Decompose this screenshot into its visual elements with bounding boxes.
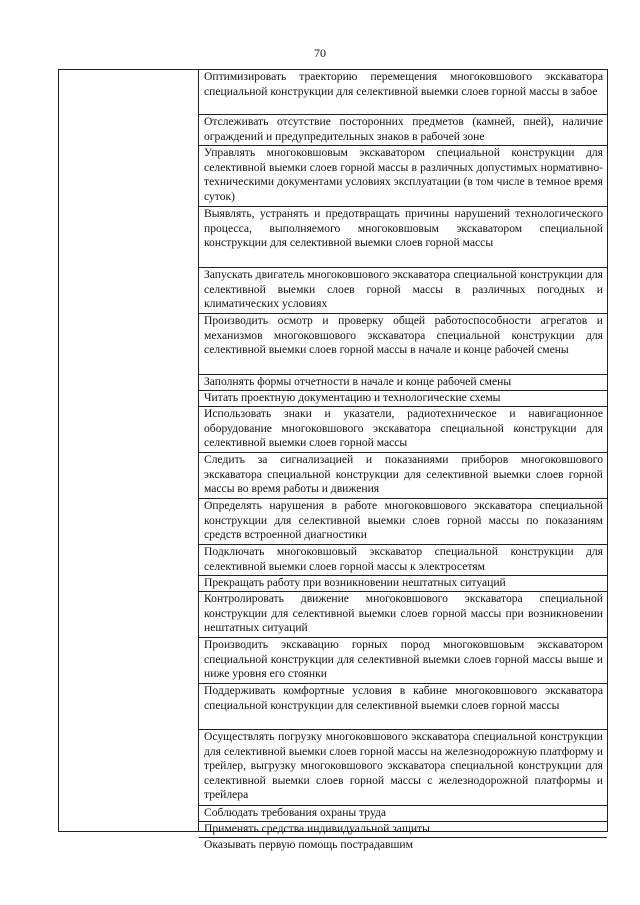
table-row: Оптимизировать траекторию перемещения многоковшового экскаватора специальной конструкции для селективной выемки слоев горной массы в забое	[199, 70, 607, 115]
table-row: Применять средства индивидуальной защиты	[199, 822, 607, 838]
table-row: Контролировать движение многоковшового экскаватора специальной конструкции для селективной выемки слоев горной массы при возникновении нештатных ситуаций	[199, 592, 607, 638]
table-row: Подключать многоковшовый экскаватор специальной конструкции для селективной выемки слоев горной массы к электросетям	[199, 545, 607, 576]
table-left-column	[59, 70, 199, 831]
table-row: Управлять многоковшовым экскаватором специальной конструкции для селективной выемки слоев горной массы в различных допустимых нормативно-техническими документами условиях эксплуатации (в том числе в темное время суток)	[199, 146, 607, 207]
skills-table	[58, 69, 608, 851]
table-row: Следить за сигнализацией и показаниями приборов многоковшового экскаватора специальной конструкции для селективной выемки слоев горной массы во время работы и движения	[199, 453, 607, 499]
table-row: Прекращать работу при возникновении нештатных ситуаций	[199, 576, 607, 592]
table-right-column	[199, 70, 607, 851]
table-row: Осуществлять погрузку многоковшового экскаватора специальной конструкции для селективной выемки слоев горной массы на железнодорожную платформу и трейлер, выгрузку многоковшового экскаватора специальной конструкции для селективной выемки слоев горной массы с железнодорожной платформы и трейлера	[199, 730, 607, 806]
table-row: Запускать двигатель многоковшового экскаватора специальной конструкции для селективной выемки слоев горной массы в различных погодных и климатических условиях	[199, 268, 607, 314]
page-number: 70	[314, 46, 326, 60]
table-row: Выявлять, устранять и предотвращать причины нарушений технологического процесса, выполняемого многоковшовым экскаватором специальной конструкции для селективной выемки слоев горной массы	[199, 207, 607, 268]
table-row: Производить экскавацию горных пород многоковшовым экскаватором специальной конструкции для селективной выемки слоев горной массы выше и ниже уровня его стоянки	[199, 638, 607, 684]
table-row: Определять нарушения в работе многоковшового экскаватора специальной конструкции для селективной выемки слоев горной массы по показаниям средств встроенной диагностики	[199, 499, 607, 545]
table-row: Производить осмотр и проверку общей работоспособности агрегатов и механизмов многоковшового экскаватора специальной конструкции для селективной выемки слоев горной массы в начале и конце рабочей смены	[199, 314, 607, 375]
table-row: Соблюдать требования охраны труда	[199, 806, 607, 822]
table-row: Поддерживать комфортные условия в кабине многоковшового экскаватора специальной конструкции для селективной выемки слоев горной массы	[199, 684, 607, 730]
table-row: Читать проектную документацию и технологические схемы	[199, 391, 607, 407]
table-row: Отслеживать отсутствие посторонних предметов (камней, пней), наличие ограждений и предупредительных знаков в рабочей зоне	[199, 115, 607, 146]
table-row: Заполнять формы отчетности в начале и конце рабочей смены	[199, 375, 607, 391]
table-row: Использовать знаки и указатели, радиотехническое и навигационное оборудование многоковшового экскаватора специальной конструкции для селективной выемки слоев горной массы	[199, 407, 607, 453]
table-row: Оказывать первую помощь пострадавшим	[204, 838, 413, 851]
